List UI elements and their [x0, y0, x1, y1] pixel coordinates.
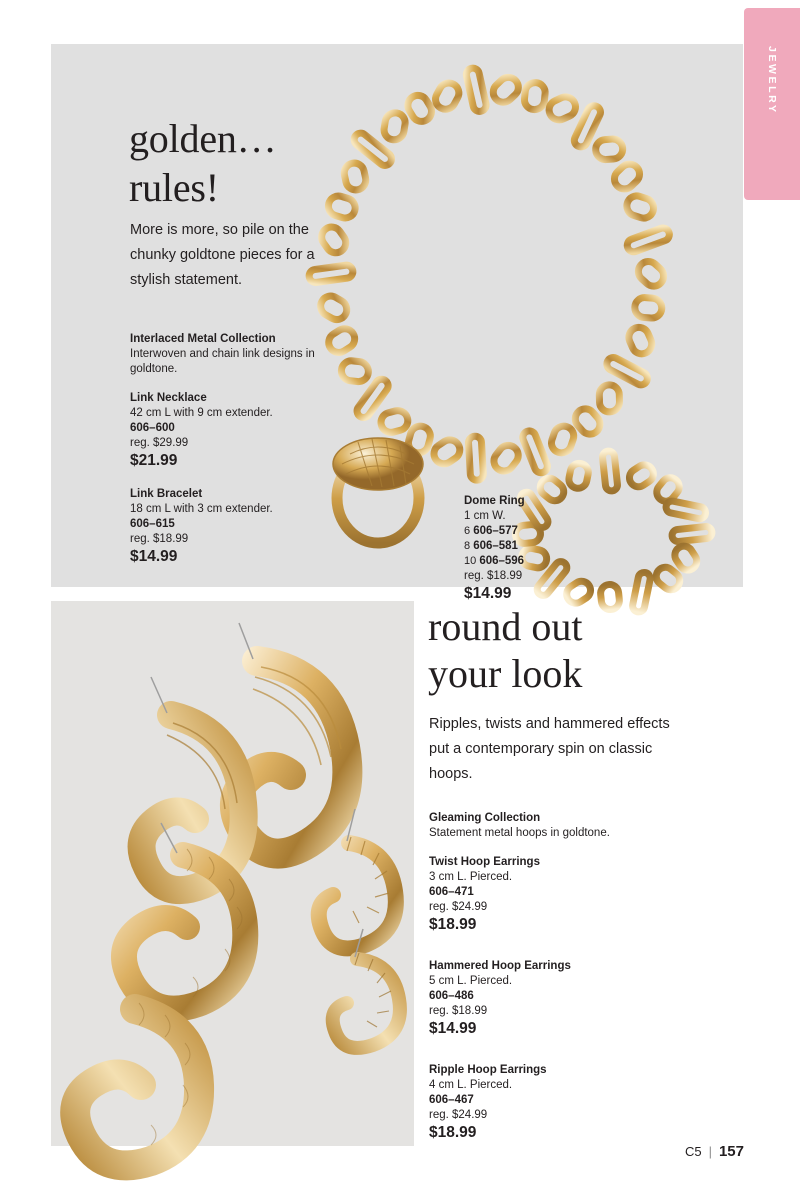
bottom-headline: [428, 603, 728, 697]
top-product-panel: [51, 44, 743, 602]
product-link-bracelet: [130, 487, 360, 564]
product-size-option: [464, 524, 634, 539]
page-number: 157: [718, 1143, 744, 1160]
product-title: Link Bracelet: [130, 488, 203, 500]
earrings-illustration: [51, 601, 414, 1146]
size-sku: 606–581: [473, 539, 518, 552]
product-size-option: [464, 539, 634, 554]
product-title: Link Necklace: [130, 392, 207, 404]
product-title: Ripple Hoop Earrings: [429, 1064, 547, 1076]
size-sku: 606–596: [479, 554, 525, 567]
product-price: $18.99: [429, 915, 477, 933]
product-price: $18.99: [429, 1123, 477, 1141]
interlaced-metal-collection-block: [130, 332, 350, 376]
product-reg-price: reg. $29.99: [130, 436, 189, 449]
product-sku: 606–615: [130, 517, 175, 530]
product-ripple-hoop-earrings: [429, 1063, 689, 1140]
size-sku: 606–577: [473, 524, 518, 537]
product-size-option: [464, 554, 634, 569]
product-sku: 606–486: [429, 989, 474, 1002]
product-hammered-hoop-earrings: [429, 959, 689, 1036]
size-value: 10: [464, 554, 477, 567]
top-intro-text: More is more, so pile on the chunky goldtone pieces for a stylish statement.: [130, 222, 315, 288]
top-headline-line1: golden…: [129, 116, 277, 161]
product-twist-hoop-earrings: [429, 855, 689, 932]
collection-desc: Interwoven and chain link designs in goldtone.: [130, 348, 315, 375]
product-reg-price: reg. $24.99: [429, 900, 488, 913]
product-link-necklace: [130, 391, 360, 468]
collection-title: Gleaming Collection: [429, 812, 541, 824]
section-tab-label: JEWELRY: [766, 46, 778, 115]
section-tab-jewelry: [744, 8, 800, 200]
product-sku: 606–600: [130, 421, 175, 434]
collection-desc: Statement metal hoops in goldtone.: [429, 827, 610, 839]
product-reg-price: reg. $24.99: [429, 1108, 488, 1121]
collection-title: Interlaced Metal Collection: [130, 333, 276, 345]
size-value: 6: [464, 524, 471, 537]
product-desc: 42 cm L with 9 cm extender.: [130, 407, 273, 419]
product-reg-price: reg. $18.99: [464, 569, 523, 582]
product-title: Twist Hoop Earrings: [429, 856, 540, 868]
product-sku: 606–471: [429, 885, 474, 898]
product-price: $14.99: [464, 584, 512, 602]
product-desc: 1 cm W.: [464, 510, 506, 522]
product-desc: 3 cm L. Pierced.: [429, 871, 513, 883]
product-title: Dome Ring: [464, 495, 525, 507]
top-headline: [129, 114, 359, 212]
product-desc: 4 cm L. Pierced.: [429, 1079, 513, 1091]
product-price: $21.99: [130, 451, 178, 469]
product-desc: 18 cm L with 3 cm extender.: [130, 503, 273, 515]
footer-separator: |: [708, 1144, 712, 1159]
top-headline-line2: rules!: [129, 165, 219, 210]
product-price: $14.99: [429, 1019, 477, 1037]
product-dome-ring: [464, 494, 634, 601]
product-price: $14.99: [130, 547, 178, 565]
bottom-intro-text: Ripples, twists and hammered effects put a contemporary spin on classic hoops.: [429, 716, 670, 782]
product-sku: 606–467: [429, 1093, 474, 1106]
page-footer: [685, 1143, 744, 1160]
earrings-photo: [51, 601, 414, 1146]
product-reg-price: reg. $18.99: [429, 1004, 488, 1017]
size-value: 8: [464, 539, 471, 552]
section-code: C5: [684, 1144, 702, 1159]
gleaming-collection-block: [429, 811, 689, 841]
product-reg-price: reg. $18.99: [130, 532, 189, 545]
bottom-headline-line1: round out: [428, 604, 583, 649]
product-title: Hammered Hoop Earrings: [429, 960, 571, 972]
product-desc: 5 cm L. Pierced.: [429, 975, 513, 987]
bottom-headline-line2: your look: [428, 651, 583, 696]
